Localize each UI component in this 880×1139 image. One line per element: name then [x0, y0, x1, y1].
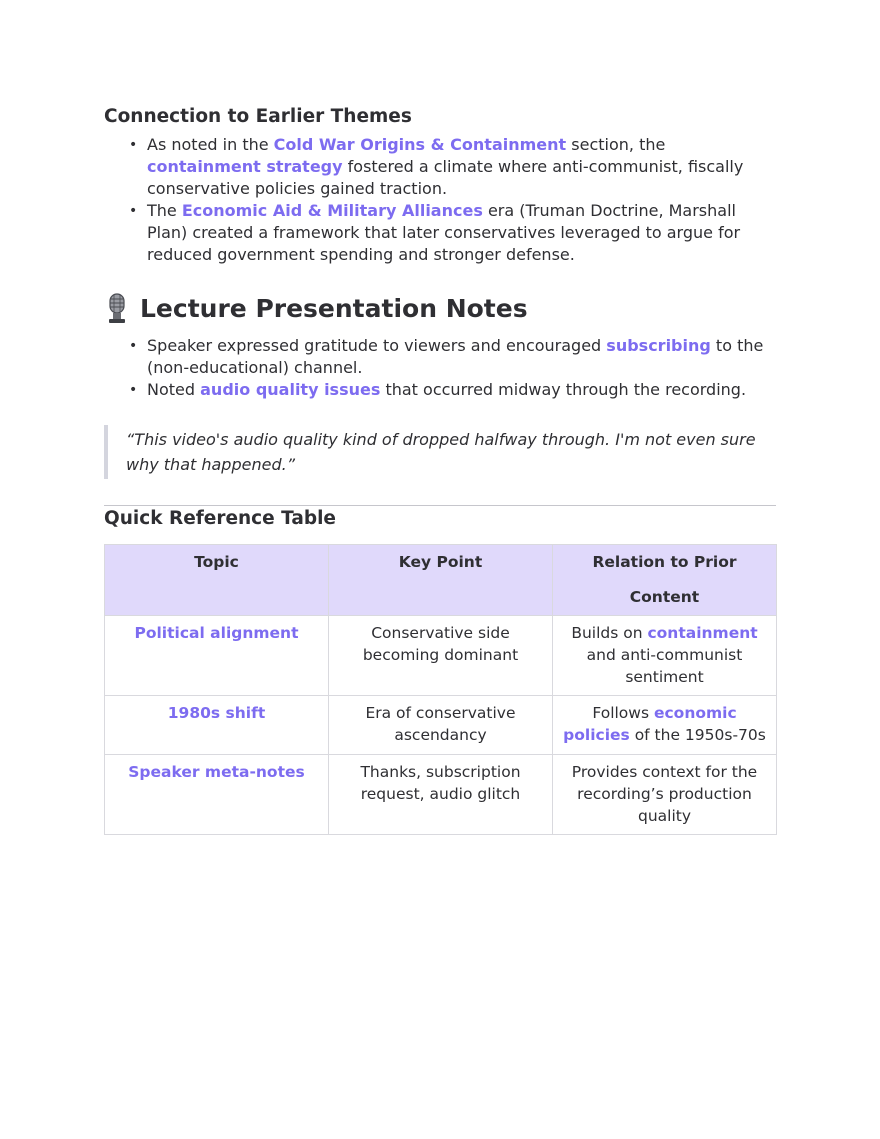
- lecture-list: [104, 335, 776, 401]
- table-header-row: [105, 545, 777, 616]
- quick-reference-table: [104, 544, 777, 835]
- microphone-icon: [104, 293, 130, 325]
- connection-list: [104, 134, 776, 266]
- link-1980s-shift[interactable]: 1980s shift: [167, 704, 266, 722]
- lecture-heading: [104, 292, 776, 326]
- key-point-cell: Conservative side becoming dominant: [329, 616, 553, 696]
- list-item: • Noted audio quality issues that occurred midway through the recording.: [147, 379, 776, 401]
- column-header-relation: Relation to Prior Content: [553, 545, 777, 616]
- topic-cell: [105, 616, 329, 696]
- key-point-cell: Thanks, subscription request, audio glitch: [329, 755, 553, 835]
- list-item: • Speaker expressed gratitude to viewers and encouraged subscribing to the (non-educational) channel.: [147, 335, 776, 379]
- relation-cell: Provides context for the recording’s production quality: [553, 755, 777, 835]
- table-row: [105, 755, 777, 835]
- link-speaker-meta-notes[interactable]: Speaker meta-notes: [128, 763, 305, 781]
- link-containment-strategy[interactable]: containment strategy: [147, 157, 343, 176]
- link-economic-aid[interactable]: Economic Aid & Military Alliances: [181, 201, 483, 220]
- list-item: • As noted in the Cold War Origins & Containment section, the containment strategy fostered a climate where anti-communist, fiscally conservative policies gained traction.: [147, 134, 776, 200]
- connection-heading: Connection to Earlier Themes: [104, 106, 412, 127]
- link-audio-quality[interactable]: audio quality issues: [200, 380, 381, 399]
- link-subscribing[interactable]: subscribing: [606, 336, 711, 355]
- key-point-cell: Era of conservative ascendancy: [329, 696, 553, 755]
- link-cold-war-origins[interactable]: Cold War Origins & Containment: [273, 135, 567, 154]
- list-item: • The Economic Aid & Military Alliances era (Truman Doctrine, Marshall Plan) created a framework that later conservatives leveraged to argue for reduced government spending and stronger defense.: [147, 200, 776, 266]
- link-political-alignment[interactable]: Political alignment: [134, 624, 299, 642]
- topic-cell: [105, 755, 329, 835]
- link-economic-policies[interactable]: economic policies: [563, 704, 737, 744]
- link-containment[interactable]: containment: [647, 624, 758, 642]
- table-heading: Quick Reference Table: [104, 508, 336, 529]
- speaker-quote: “This video's audio quality kind of dropped halfway through. I'm not even sure why that happened.”: [104, 425, 776, 479]
- table-row: [105, 616, 777, 696]
- topic-cell: [105, 696, 329, 755]
- lecture-heading-text: Lecture Presentation Notes: [140, 294, 528, 323]
- relation-cell: Follows economic policies of the 1950s-70s: [553, 696, 777, 755]
- table-row: [105, 696, 777, 755]
- column-header-topic: Topic: [105, 545, 329, 616]
- column-header-key-point: Key Point: [329, 545, 553, 616]
- relation-cell: Builds on containment and anti-communist sentiment: [553, 616, 777, 696]
- document-content: [104, 104, 776, 835]
